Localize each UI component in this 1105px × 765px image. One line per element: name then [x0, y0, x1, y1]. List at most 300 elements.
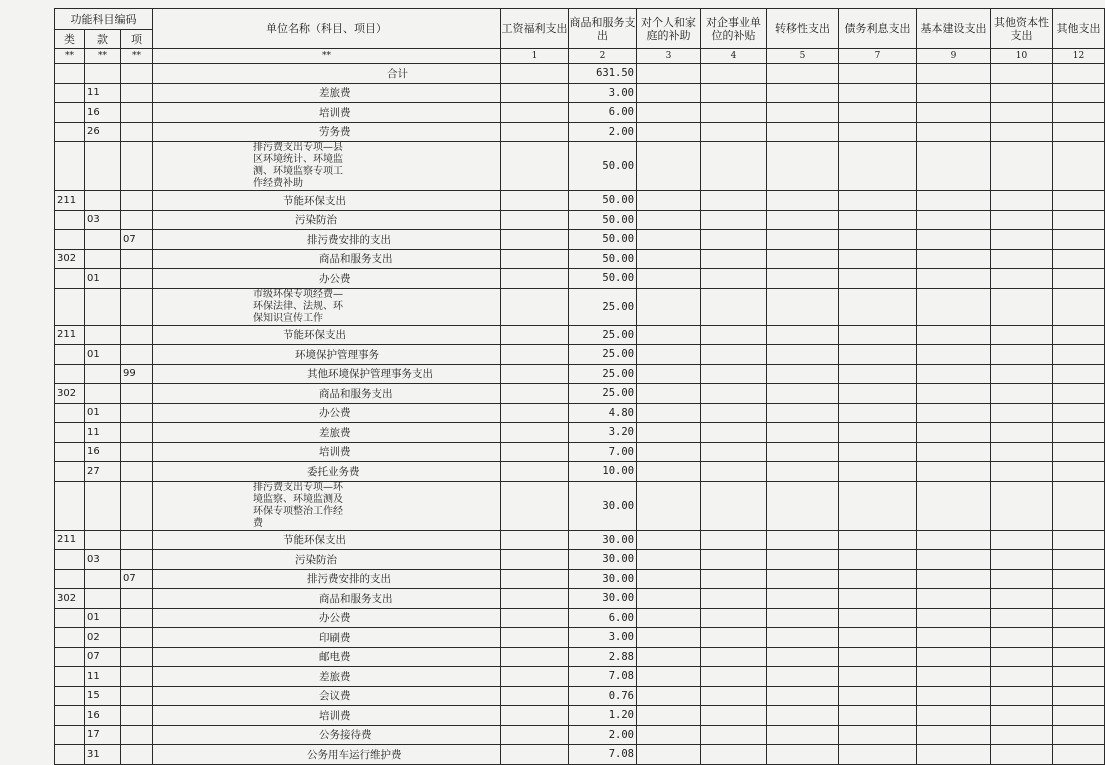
empty-amount-cell	[701, 325, 767, 345]
col-header-personal-subsidy: 对个人和家庭的补助	[637, 9, 701, 49]
empty-amount-cell	[991, 249, 1053, 269]
goods-services-amount: 30.00	[569, 589, 637, 609]
empty-amount-cell	[991, 725, 1053, 745]
index-xiang: **	[121, 49, 153, 64]
empty-amount-cell	[917, 210, 991, 230]
salary-cell	[501, 210, 569, 230]
item-name-cell: 劳务费	[153, 122, 501, 142]
item-name-cell: 会议费	[153, 686, 501, 706]
empty-amount-cell	[917, 462, 991, 482]
index-num: 10	[991, 49, 1053, 64]
lei-cell	[55, 628, 85, 648]
lei-cell: 302	[55, 384, 85, 404]
empty-amount-cell	[767, 142, 839, 191]
empty-amount-cell	[839, 442, 917, 462]
goods-services-amount: 3.20	[569, 423, 637, 443]
empty-amount-cell	[767, 423, 839, 443]
unit-name-header: 单位名称（科目、项目）	[153, 9, 501, 49]
col-header-debt-interest: 债务利息支出	[839, 9, 917, 49]
empty-amount-cell	[701, 569, 767, 589]
empty-amount-cell	[701, 628, 767, 648]
lei-cell	[55, 462, 85, 482]
empty-amount-cell	[1053, 249, 1105, 269]
goods-services-amount: 30.00	[569, 550, 637, 570]
kuan-cell	[85, 288, 121, 325]
empty-amount-cell	[1053, 550, 1105, 570]
table-row	[55, 608, 1105, 628]
index-kuan: **	[85, 49, 121, 64]
empty-amount-cell	[767, 249, 839, 269]
kuan-cell: 17	[85, 725, 121, 745]
salary-cell	[501, 122, 569, 142]
lei-cell	[55, 569, 85, 589]
empty-amount-cell	[637, 423, 701, 443]
kuan-cell: 11	[85, 83, 121, 103]
lei-cell	[55, 83, 85, 103]
empty-amount-cell	[991, 83, 1053, 103]
index-num: 1	[501, 49, 569, 64]
empty-amount-cell	[839, 569, 917, 589]
empty-amount-cell	[917, 569, 991, 589]
item-name-cell: 公务用车运行维护费	[153, 745, 501, 765]
salary-cell	[501, 103, 569, 123]
empty-amount-cell	[637, 210, 701, 230]
table-row	[55, 384, 1105, 404]
goods-services-amount: 0.76	[569, 686, 637, 706]
col-header-transfer: 转移性支出	[767, 9, 839, 49]
empty-amount-cell	[917, 288, 991, 325]
empty-amount-cell	[1053, 122, 1105, 142]
empty-amount-cell	[637, 83, 701, 103]
xiang-cell	[121, 686, 153, 706]
xiang-cell: 99	[121, 364, 153, 384]
xiang-cell	[121, 249, 153, 269]
table-row	[55, 745, 1105, 765]
goods-services-amount: 50.00	[569, 230, 637, 250]
empty-amount-cell	[701, 647, 767, 667]
xiang-cell	[121, 269, 153, 289]
empty-amount-cell	[917, 706, 991, 726]
empty-amount-cell	[637, 345, 701, 365]
budget-expenditure-table	[54, 8, 1105, 765]
empty-amount-cell	[701, 530, 767, 550]
empty-amount-cell	[917, 481, 991, 530]
empty-amount-cell	[637, 364, 701, 384]
empty-amount-cell	[839, 83, 917, 103]
empty-amount-cell	[1053, 481, 1105, 530]
empty-amount-cell	[637, 569, 701, 589]
xiang-cell	[121, 706, 153, 726]
empty-amount-cell	[839, 210, 917, 230]
empty-amount-cell	[839, 345, 917, 365]
salary-cell	[501, 64, 569, 84]
xiang-cell	[121, 64, 153, 84]
empty-amount-cell	[767, 725, 839, 745]
empty-amount-cell	[701, 725, 767, 745]
item-name-cell: 排污费安排的支出	[153, 230, 501, 250]
empty-amount-cell	[991, 103, 1053, 123]
lei-cell	[55, 481, 85, 530]
empty-amount-cell	[637, 481, 701, 530]
empty-amount-cell	[701, 288, 767, 325]
empty-amount-cell	[839, 325, 917, 345]
item-name-cell: 培训费	[153, 706, 501, 726]
table-row	[55, 530, 1105, 550]
table-row	[55, 647, 1105, 667]
kuan-cell	[85, 589, 121, 609]
item-name-cell: 市级环保专项经费—环保法律、法规、环保知识宣传工作	[153, 288, 501, 325]
empty-amount-cell	[701, 269, 767, 289]
empty-amount-cell	[991, 667, 1053, 687]
table-row	[55, 725, 1105, 745]
index-name: **	[153, 49, 501, 64]
item-name-cell: 排污费支出专项—县区环境统计、环境监测、环境监察专项工作经费补助	[153, 142, 501, 191]
item-name-cell: 商品和服务支出	[153, 384, 501, 404]
item-name-cell: 邮电费	[153, 647, 501, 667]
empty-amount-cell	[767, 191, 839, 211]
item-name-cell: 印刷费	[153, 628, 501, 648]
table-row	[55, 142, 1105, 191]
empty-amount-cell	[701, 550, 767, 570]
index-num: 2	[569, 49, 637, 64]
empty-amount-cell	[839, 745, 917, 765]
goods-services-amount: 4.80	[569, 403, 637, 423]
empty-amount-cell	[917, 530, 991, 550]
func-code-header: 功能科目编码	[55, 9, 153, 30]
xiang-cell	[121, 423, 153, 443]
empty-amount-cell	[701, 345, 767, 365]
item-name-cell: 节能环保支出	[153, 191, 501, 211]
lei-cell	[55, 142, 85, 191]
salary-cell	[501, 589, 569, 609]
empty-amount-cell	[917, 103, 991, 123]
lei-cell	[55, 706, 85, 726]
empty-amount-cell	[917, 589, 991, 609]
empty-amount-cell	[701, 210, 767, 230]
xiang-cell	[121, 481, 153, 530]
kuan-cell: 26	[85, 122, 121, 142]
empty-amount-cell	[767, 667, 839, 687]
empty-amount-cell	[637, 667, 701, 687]
empty-amount-cell	[701, 608, 767, 628]
index-num: 12	[1053, 49, 1105, 64]
lei-cell	[55, 550, 85, 570]
item-name-cell: 商品和服务支出	[153, 589, 501, 609]
index-num: 7	[839, 49, 917, 64]
goods-services-amount: 25.00	[569, 364, 637, 384]
kuan-cell	[85, 530, 121, 550]
empty-amount-cell	[991, 191, 1053, 211]
goods-services-amount: 25.00	[569, 345, 637, 365]
table-row	[55, 64, 1105, 84]
empty-amount-cell	[637, 462, 701, 482]
col-header-capital-construction: 基本建设支出	[917, 9, 991, 49]
salary-cell	[501, 569, 569, 589]
empty-amount-cell	[839, 64, 917, 84]
empty-amount-cell	[991, 230, 1053, 250]
empty-amount-cell	[991, 403, 1053, 423]
table-row	[55, 122, 1105, 142]
goods-services-amount: 50.00	[569, 249, 637, 269]
kuan-cell	[85, 569, 121, 589]
empty-amount-cell	[637, 249, 701, 269]
lei-cell	[55, 210, 85, 230]
goods-services-amount: 1.20	[569, 706, 637, 726]
xiang-cell	[121, 288, 153, 325]
table-row	[55, 345, 1105, 365]
empty-amount-cell	[701, 64, 767, 84]
item-name-cell: 公务接待费	[153, 725, 501, 745]
xiang-cell	[121, 462, 153, 482]
empty-amount-cell	[991, 325, 1053, 345]
empty-amount-cell	[637, 686, 701, 706]
xiang-cell: 07	[121, 569, 153, 589]
xiang-cell	[121, 103, 153, 123]
empty-amount-cell	[1053, 569, 1105, 589]
kuan-header: 款	[85, 30, 121, 49]
table-row	[55, 462, 1105, 482]
lei-cell	[55, 288, 85, 325]
empty-amount-cell	[917, 83, 991, 103]
empty-amount-cell	[701, 442, 767, 462]
empty-amount-cell	[637, 530, 701, 550]
item-name-cell: 办公费	[153, 403, 501, 423]
empty-amount-cell	[767, 83, 839, 103]
empty-amount-cell	[637, 706, 701, 726]
empty-amount-cell	[637, 142, 701, 191]
empty-amount-cell	[767, 230, 839, 250]
xiang-cell	[121, 325, 153, 345]
empty-amount-cell	[917, 249, 991, 269]
lei-cell	[55, 442, 85, 462]
item-name-cell: 商品和服务支出	[153, 249, 501, 269]
lei-cell	[55, 364, 85, 384]
empty-amount-cell	[917, 364, 991, 384]
empty-amount-cell	[637, 628, 701, 648]
index-num: 9	[917, 49, 991, 64]
empty-amount-cell	[637, 608, 701, 628]
item-name-cell: 办公费	[153, 608, 501, 628]
item-name-cell: 环境保护管理事务	[153, 345, 501, 365]
empty-amount-cell	[767, 64, 839, 84]
xiang-cell	[121, 647, 153, 667]
kuan-cell: 01	[85, 269, 121, 289]
empty-amount-cell	[839, 103, 917, 123]
kuan-cell	[85, 142, 121, 191]
goods-services-amount: 30.00	[569, 569, 637, 589]
empty-amount-cell	[767, 628, 839, 648]
table-row	[55, 550, 1105, 570]
empty-amount-cell	[701, 403, 767, 423]
empty-amount-cell	[767, 122, 839, 142]
empty-amount-cell	[917, 647, 991, 667]
goods-services-amount: 50.00	[569, 269, 637, 289]
salary-cell	[501, 608, 569, 628]
empty-amount-cell	[1053, 384, 1105, 404]
empty-amount-cell	[839, 481, 917, 530]
table-row	[55, 103, 1105, 123]
lei-cell	[55, 647, 85, 667]
xiang-cell	[121, 210, 153, 230]
empty-amount-cell	[637, 230, 701, 250]
table-row	[55, 325, 1105, 345]
item-name-cell: 培训费	[153, 103, 501, 123]
kuan-cell: 27	[85, 462, 121, 482]
empty-amount-cell	[917, 403, 991, 423]
item-name-cell: 差旅费	[153, 83, 501, 103]
empty-amount-cell	[1053, 64, 1105, 84]
salary-cell	[501, 403, 569, 423]
goods-services-amount: 7.08	[569, 745, 637, 765]
item-name-cell: 合计	[153, 64, 501, 84]
empty-amount-cell	[1053, 628, 1105, 648]
kuan-cell: 01	[85, 608, 121, 628]
empty-amount-cell	[1053, 745, 1105, 765]
empty-amount-cell	[1053, 442, 1105, 462]
empty-amount-cell	[767, 745, 839, 765]
item-name-cell: 差旅费	[153, 667, 501, 687]
empty-amount-cell	[839, 686, 917, 706]
kuan-cell: 31	[85, 745, 121, 765]
empty-amount-cell	[701, 706, 767, 726]
empty-amount-cell	[701, 589, 767, 609]
empty-amount-cell	[991, 550, 1053, 570]
kuan-cell: 11	[85, 667, 121, 687]
empty-amount-cell	[917, 686, 991, 706]
empty-amount-cell	[637, 191, 701, 211]
kuan-cell	[85, 384, 121, 404]
table-row	[55, 569, 1105, 589]
lei-cell: 211	[55, 530, 85, 550]
salary-cell	[501, 530, 569, 550]
empty-amount-cell	[917, 325, 991, 345]
empty-amount-cell	[917, 122, 991, 142]
salary-cell	[501, 142, 569, 191]
empty-amount-cell	[917, 725, 991, 745]
lei-cell	[55, 64, 85, 84]
empty-amount-cell	[839, 269, 917, 289]
goods-services-amount: 6.00	[569, 103, 637, 123]
empty-amount-cell	[1053, 230, 1105, 250]
empty-amount-cell	[1053, 423, 1105, 443]
empty-amount-cell	[991, 628, 1053, 648]
goods-services-amount: 7.00	[569, 442, 637, 462]
empty-amount-cell	[991, 269, 1053, 289]
table-row	[55, 423, 1105, 443]
item-name-cell: 节能环保支出	[153, 325, 501, 345]
empty-amount-cell	[1053, 686, 1105, 706]
empty-amount-cell	[1053, 142, 1105, 191]
empty-amount-cell	[1053, 462, 1105, 482]
empty-amount-cell	[839, 403, 917, 423]
empty-amount-cell	[991, 423, 1053, 443]
item-name-cell: 污染防治	[153, 550, 501, 570]
empty-amount-cell	[637, 269, 701, 289]
goods-services-amount: 7.08	[569, 667, 637, 687]
goods-services-amount: 10.00	[569, 462, 637, 482]
table-row	[55, 191, 1105, 211]
xiang-cell	[121, 628, 153, 648]
empty-amount-cell	[1053, 706, 1105, 726]
index-num: 4	[701, 49, 767, 64]
xiang-cell	[121, 667, 153, 687]
kuan-cell: 16	[85, 103, 121, 123]
empty-amount-cell	[917, 423, 991, 443]
xiang-cell	[121, 403, 153, 423]
empty-amount-cell	[701, 745, 767, 765]
col-header-enterprise-subsidy: 对企事业单位的补贴	[701, 9, 767, 49]
empty-amount-cell	[701, 423, 767, 443]
xiang-cell	[121, 725, 153, 745]
empty-amount-cell	[917, 442, 991, 462]
salary-cell	[501, 725, 569, 745]
empty-amount-cell	[637, 384, 701, 404]
empty-amount-cell	[767, 608, 839, 628]
salary-cell	[501, 667, 569, 687]
empty-amount-cell	[839, 384, 917, 404]
empty-amount-cell	[767, 481, 839, 530]
goods-services-amount: 50.00	[569, 191, 637, 211]
lei-cell	[55, 122, 85, 142]
salary-cell	[501, 423, 569, 443]
empty-amount-cell	[839, 249, 917, 269]
empty-amount-cell	[767, 364, 839, 384]
goods-services-amount: 2.00	[569, 122, 637, 142]
empty-amount-cell	[917, 230, 991, 250]
salary-cell	[501, 481, 569, 530]
empty-amount-cell	[701, 142, 767, 191]
empty-amount-cell	[701, 122, 767, 142]
kuan-cell	[85, 481, 121, 530]
kuan-cell	[85, 230, 121, 250]
kuan-cell	[85, 64, 121, 84]
empty-amount-cell	[767, 569, 839, 589]
empty-amount-cell	[1053, 589, 1105, 609]
lei-cell: 302	[55, 589, 85, 609]
salary-cell	[501, 345, 569, 365]
lei-cell	[55, 608, 85, 628]
empty-amount-cell	[1053, 83, 1105, 103]
table-row	[55, 288, 1105, 325]
salary-cell	[501, 686, 569, 706]
xiang-cell	[121, 530, 153, 550]
salary-cell	[501, 249, 569, 269]
empty-amount-cell	[839, 364, 917, 384]
empty-amount-cell	[839, 589, 917, 609]
empty-amount-cell	[1053, 191, 1105, 211]
empty-amount-cell	[991, 462, 1053, 482]
lei-cell	[55, 230, 85, 250]
empty-amount-cell	[637, 725, 701, 745]
kuan-cell: 07	[85, 647, 121, 667]
lei-cell	[55, 667, 85, 687]
xiang-cell: 07	[121, 230, 153, 250]
item-name-cell: 节能环保支出	[153, 530, 501, 550]
empty-amount-cell	[991, 364, 1053, 384]
item-name-cell: 差旅费	[153, 423, 501, 443]
kuan-cell: 02	[85, 628, 121, 648]
empty-amount-cell	[991, 686, 1053, 706]
lei-cell	[55, 403, 85, 423]
item-name-cell: 排污费支出专项—环境监察、环境监测及环保专项整治工作经费	[153, 481, 501, 530]
item-name-cell: 培训费	[153, 442, 501, 462]
table-body	[55, 64, 1105, 765]
lei-cell: 302	[55, 249, 85, 269]
kuan-cell	[85, 364, 121, 384]
empty-amount-cell	[637, 745, 701, 765]
salary-cell	[501, 191, 569, 211]
empty-amount-cell	[991, 210, 1053, 230]
